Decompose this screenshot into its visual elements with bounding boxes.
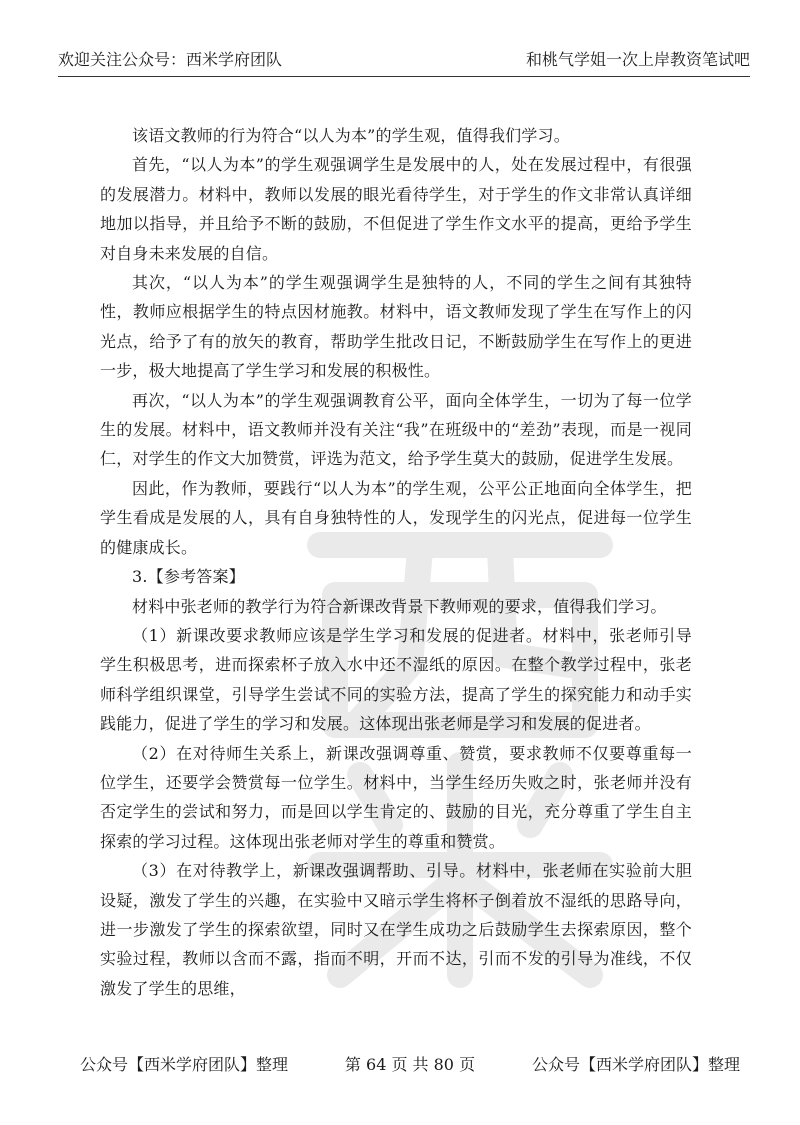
paragraph: 再次，“以人为本”的学生观强调教育公平，面向全体学生，一切为了每一位学生的发展。材料中，语文教师并没有关注“我”在班级中的“差劲”表现，而是一视同仁，对学生的作文大加赞赏，评选为范文，给予学生莫大的鼓励，促进学生发展。: [100, 390, 692, 469]
footer-right-text: 公众号【西米学府团队】整理: [531, 1055, 740, 1074]
section-heading: 3.【参考答案】: [132, 567, 245, 587]
header-right-text: 和桃气学姐一次上岸教资笔试吧: [525, 50, 750, 69]
paragraph: 因此，作为教师，要践行“以人为本”的学生观，公平公正地面向全体学生，把学生看成是发展的人，具有自身独特性的人，发现学生的闪光点，促进每一位学生的健康成长。: [100, 478, 692, 557]
page-number: 第 64 页 共 80 页: [344, 1055, 476, 1074]
paragraph: 该语文教师的行为符合“以人为本”的学生观，值得我们学习。: [132, 126, 570, 145]
page-footer: [80, 1052, 740, 1075]
header-left-text: 欢迎关注公众号：西米学府团队: [58, 50, 283, 69]
footer-left-text: 公众号【西米学府团队】整理: [80, 1055, 289, 1074]
paragraph: 首先，“以人为本”的学生观强调学生是发展中的人，处在发展过程中，有很强的发展潜力。材料中，教师以发展的眼光看待学生，对于学生的作文非常认真详细地加以指导，并且给予不断的鼓励，不但促进了学生作文水平的提高，更给予学生对自身未来发展的自信。: [100, 155, 692, 263]
paragraph: 材料中张老师的教学行为符合新课改背景下教师观的要求，值得我们学习。: [132, 596, 667, 616]
page-body: [100, 121, 692, 1003]
paragraph: 其次，“以人为本”的学生观强调学生是独特的人，不同的学生之间有其独特性，教师应根据学生的特点因材施教。材料中，语文教师发现了学生在写作上的闪光点，给予了有的放矢的教育，帮助学生批改日记，不断鼓励学生在写作上的更进一步，极大地提高了学生学习和发展的积极性。: [100, 273, 692, 381]
page-header: [58, 36, 750, 77]
paragraph: （1）新课改要求教师应该是学生学习和发展的促进者。材料中，张老师引导学生积极思考，进而探索杯子放入水中还不湿纸的原因。在整个教学过程中，张老师科学组织课堂，引导学生尝试不同的实验方法，提高了学生的探究能力和动手实践能力，促进了学生的学习和发展。这体现出张老师是学习和发展的促进者。: [100, 625, 692, 734]
paragraph: （2）在对待师生关系上，新课改强调尊重、赞赏，要求教师不仅要尊重每一位学生，还要学会赞赏每一位学生。材料中，当学生经历失败之时，张老师并没有否定学生的尝试和努力，而是回以学生肯定的、鼓励的目光，充分尊重了学生自主探索的学习过程。这体现出张老师对学生的尊重和赞赏。: [100, 743, 692, 851]
paragraph: （3）在对待教学上，新课改强调帮助、引导。材料中，张老师在实验前大胆设疑，激发了学生的兴趣，在实验中又暗示学生将杯子倒着放不湿纸的思路导向，进一步激发了学生的探索欲望，同时又在学生成功之后鼓励学生去探索原因，整个实验过程，教师以含而不露，指而不明，开而不达，引而不发的引导为准线，不仅激发了学生的思维，: [100, 861, 692, 998]
